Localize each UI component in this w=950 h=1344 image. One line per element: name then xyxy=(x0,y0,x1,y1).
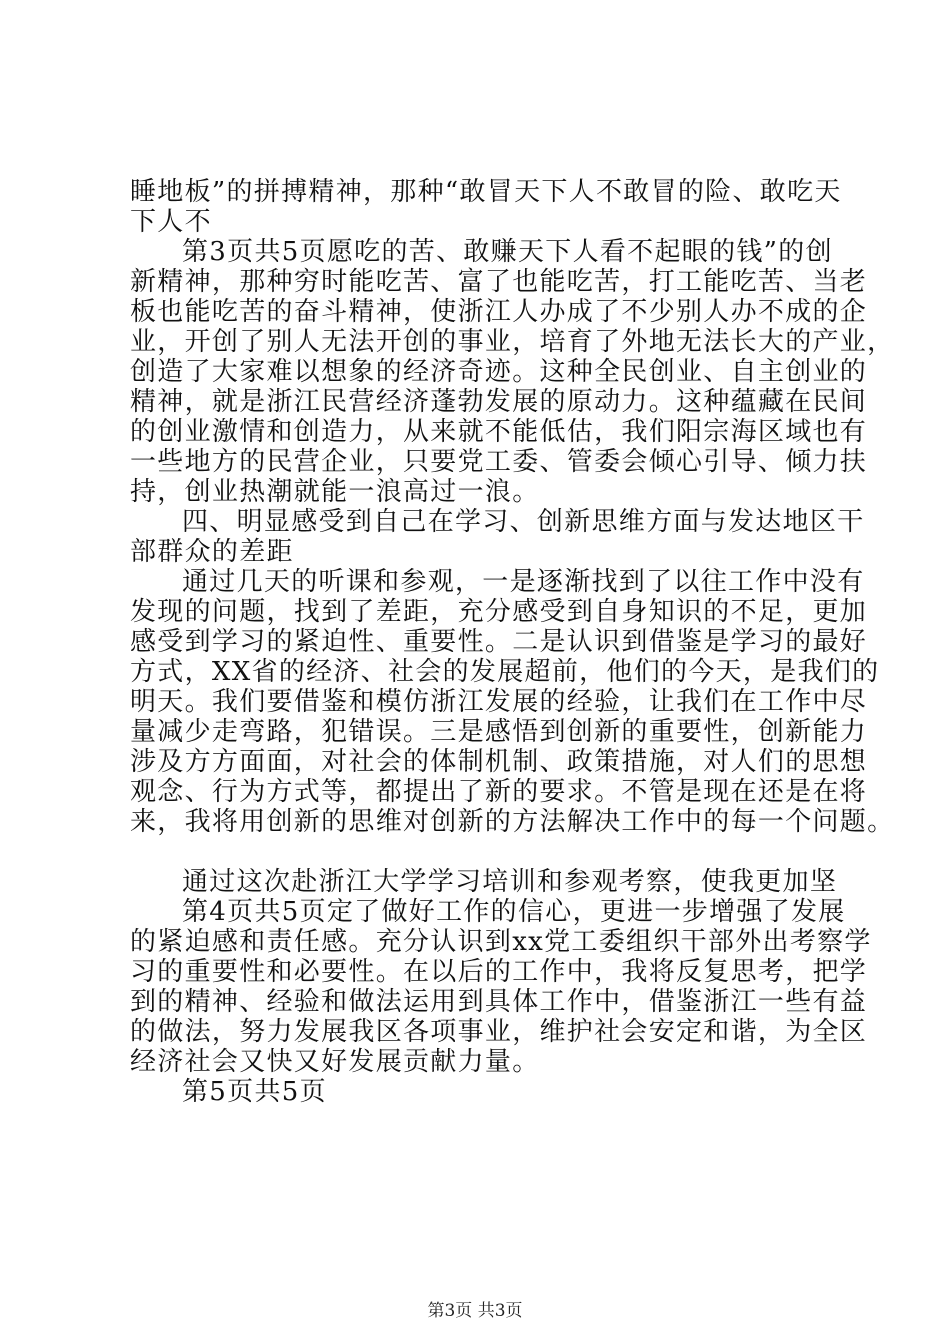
text-line: 方式，XX省的经济、社会的发展超前，他们的今天，是我们的 xyxy=(130,657,880,687)
text-line: 通过这次赴浙江大学学习培训和参观考察，使我更加坚 xyxy=(182,867,838,897)
text-line: 的创业激情和创造力，从来就不能低估，我们阳宗海区域也有 xyxy=(130,417,868,447)
text-line: 创造了大家难以想象的经济奇迹。这种全民创业、自主创业的 xyxy=(130,357,868,387)
text-line: 感受到学习的紧迫性、重要性。二是认识到借鉴是学习的最好 xyxy=(130,627,868,657)
text-line: 第3页共5页愿吃的苦、敢赚天下人看不起眼的钱”的创 xyxy=(182,237,833,267)
section-heading: 部群众的差距 xyxy=(130,537,294,567)
text-line: 来，我将用创新的思维对创新的方法解决工作中的每一个问题。 xyxy=(130,807,895,837)
text-line: 到的精神、经验和做法运用到具体工作中，借鉴浙江一些有益 xyxy=(130,987,868,1017)
page-marker: 第5页共5页 xyxy=(182,1077,327,1107)
text-line: 业，开创了别人无法开创的事业，培育了外地无法长大的产业， xyxy=(130,327,895,357)
text-line: 持，创业热潮就能一浪高过一浪。 xyxy=(130,477,540,507)
text-line: 的做法，努力发展我区各项事业，维护社会安定和谐，为全区 xyxy=(130,1017,868,1047)
text-line: 板也能吃苦的奋斗精神，使浙江人办成了不少别人办不成的企 xyxy=(130,297,868,327)
text-line: 涉及方方面面，对社会的体制机制、政策措施，对人们的思想 xyxy=(130,747,868,777)
text-line: 观念、行为方式等，都提出了新的要求。不管是现在还是在将 xyxy=(130,777,868,807)
text-line: 一些地方的民营企业，只要党工委、管委会倾心引导、倾力扶 xyxy=(130,447,868,477)
text-line: 第4页共5页定了做好工作的信心，更进一步增强了发展 xyxy=(182,897,846,927)
text-line: 睡地板”的拼搏精神，那种“敢冒天下人不敢冒的险、敢吃天 xyxy=(130,177,842,207)
text-line: 新精神，那种穷时能吃苦、富了也能吃苦，打工能吃苦、当老 xyxy=(130,267,868,297)
text-line: 精神，就是浙江民营经济蓬勃发展的原动力。这种蕴藏在民间 xyxy=(130,387,868,417)
text-line: 经济社会又快又好发展贡献力量。 xyxy=(130,1047,540,1077)
page-footer: 第3页 共3页 xyxy=(427,1301,523,1321)
text-line: 量减少走弯路，犯错误。三是感悟到创新的重要性，创新能力 xyxy=(130,717,868,747)
section-heading: 四、明显感受到自己在学习、创新思维方面与发达地区干 xyxy=(182,507,865,537)
text-line: 通过几天的听课和参观，一是逐渐找到了以往工作中没有 xyxy=(182,567,865,597)
text-line: 的紧迫感和责任感。充分认识到xx党工委组织干部外出考察学 xyxy=(130,927,872,957)
text-line: 发现的问题，找到了差距，充分感受到自身知识的不足，更加 xyxy=(130,597,868,627)
text-line: 明天。我们要借鉴和模仿浙江发展的经验，让我们在工作中尽 xyxy=(130,687,868,717)
text-line: 习的重要性和必要性。在以后的工作中，我将反复思考，把学 xyxy=(130,957,868,987)
text-line: 下人不 xyxy=(130,207,212,237)
